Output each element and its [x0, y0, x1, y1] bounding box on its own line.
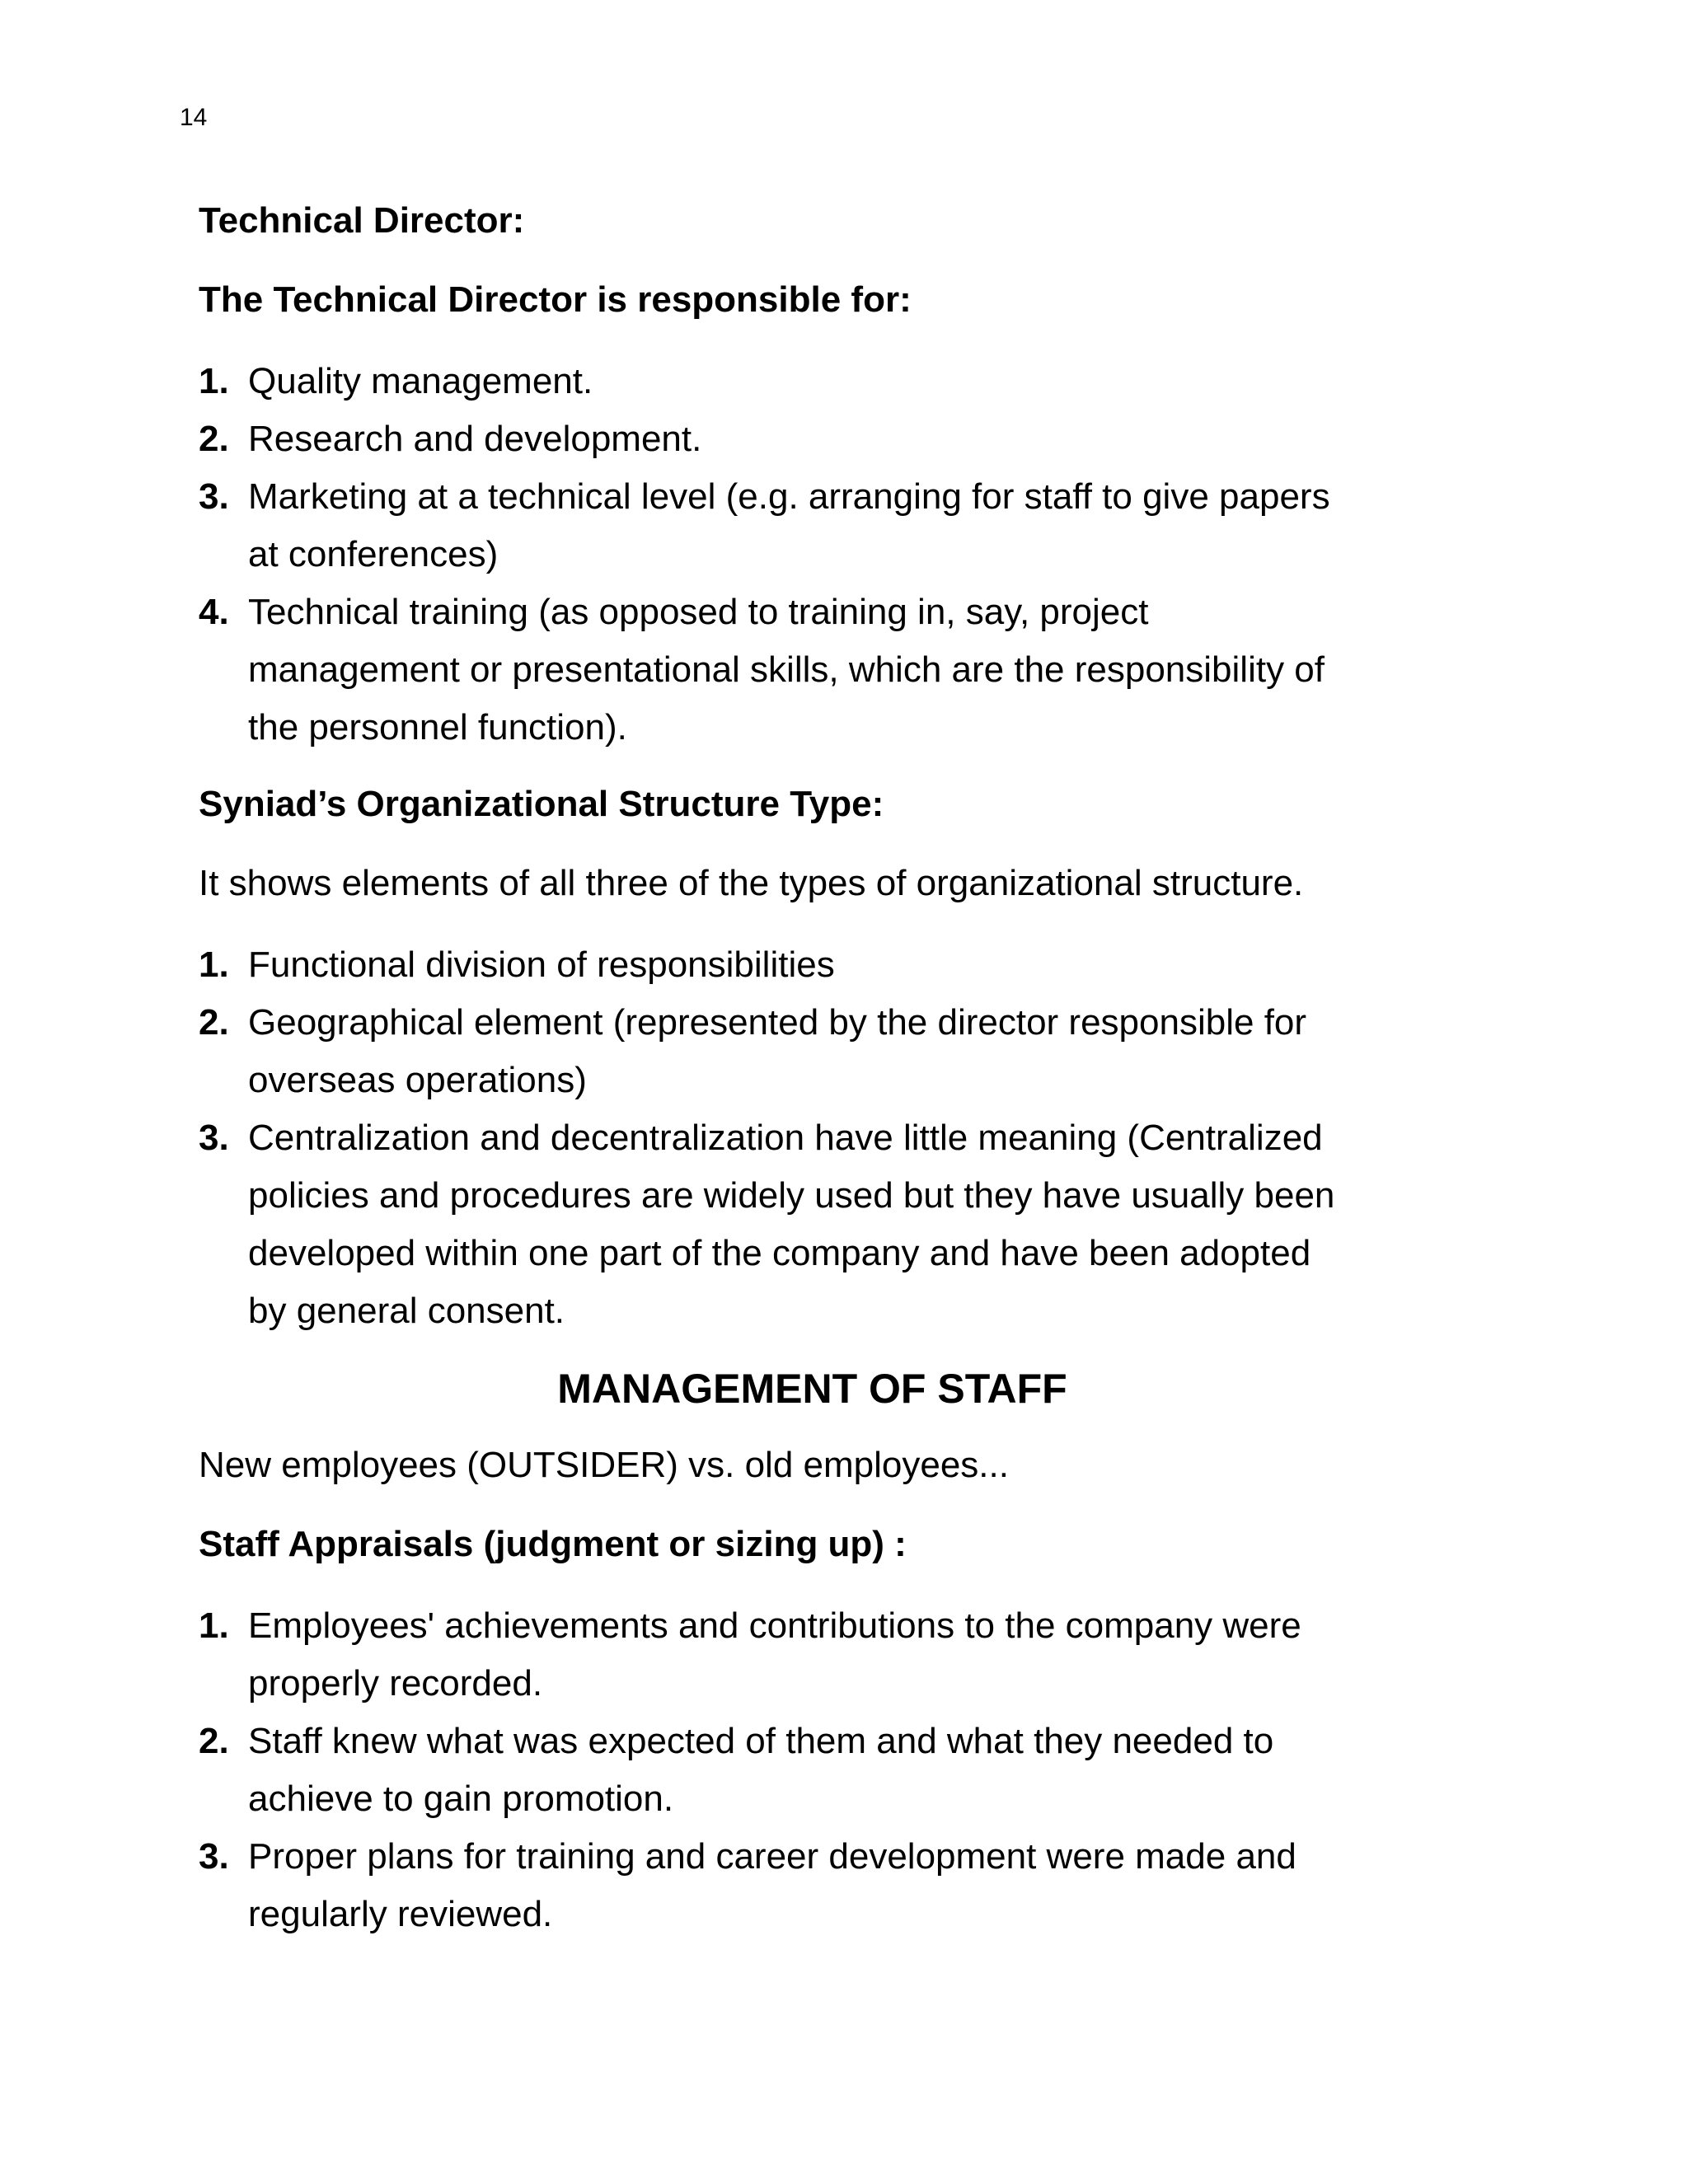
technical-director-list — [199, 353, 1484, 757]
management-intro: New employees (OUTSIDER) vs. old employees... — [199, 1445, 1009, 1485]
list-item — [199, 410, 1484, 468]
list-item — [199, 936, 1484, 994]
list-item — [199, 583, 1484, 757]
list-item-line: Employees' achievements and contributions to the company were — [248, 1605, 1301, 1646]
list-item-line: achieve to gain promotion. — [248, 1779, 674, 1819]
management-of-staff-title: MANAGEMENT OF STAFF — [557, 1366, 1067, 1412]
list-item-number: 1. — [199, 361, 229, 401]
list-item-text: Research and development. — [248, 419, 702, 459]
list-item — [199, 468, 1484, 583]
list-item-number: 3. — [199, 476, 229, 517]
list-item-line: policies and procedures are widely used but they have usually been — [248, 1175, 1335, 1216]
list-item-number: 1. — [199, 1605, 229, 1646]
list-item-number: 2. — [199, 1002, 229, 1043]
list-item-line: Staff knew what was expected of them and what they needed to — [248, 1721, 1274, 1761]
list-item — [199, 994, 1484, 1109]
list-item-line: Proper plans for training and career development were made and — [248, 1836, 1296, 1877]
list-item-number: 2. — [199, 1721, 229, 1761]
technical-director-heading: Technical Director: — [199, 200, 525, 241]
list-item-line: Centralization and decentralization have little meaning (Centralized — [248, 1118, 1323, 1158]
technical-director-subheading: The Technical Director is responsible for: — [199, 279, 912, 320]
list-item — [199, 1713, 1484, 1828]
list-item-line: Marketing at a technical level (e.g. arranging for staff to give papers — [248, 476, 1330, 517]
staff-appraisals-list — [199, 1597, 1484, 1943]
list-item-number: 3. — [199, 1836, 229, 1877]
structure-type-heading: Syniad’s Organizational Structure Type: — [199, 784, 884, 824]
list-item-line: at conferences) — [248, 534, 499, 574]
list-item — [199, 1597, 1484, 1713]
list-item-number: 1. — [199, 944, 229, 985]
list-item-text: Quality management. — [248, 361, 593, 401]
list-item-line: management or presentational skills, which are the responsibility of — [248, 649, 1325, 690]
list-item-line: properly recorded. — [248, 1663, 543, 1704]
list-item-number: 4. — [199, 592, 229, 632]
list-item-line: the personnel function). — [248, 707, 627, 748]
list-item-line: regularly reviewed. — [248, 1894, 553, 1934]
list-item-number: 3. — [199, 1118, 229, 1158]
page-content — [199, 196, 1484, 1943]
list-item-line: overseas operations) — [248, 1060, 587, 1100]
list-item — [199, 1109, 1484, 1340]
structure-type-intro: It shows elements of all three of the types of organizational structure. — [199, 863, 1304, 903]
structure-type-list — [199, 936, 1484, 1340]
page-number: 14 — [180, 104, 208, 131]
staff-appraisals-heading: Staff Appraisals (judgment or sizing up) : — [199, 1524, 907, 1564]
list-item — [199, 1828, 1484, 1943]
list-item-line: Technical training (as opposed to training in, say, project — [248, 592, 1149, 632]
list-item-line: developed within one part of the company and have been adopted — [248, 1233, 1311, 1273]
list-item-number: 2. — [199, 419, 229, 459]
list-item-text: Functional division of responsibilities — [248, 944, 835, 985]
list-item-line: by general consent. — [248, 1291, 565, 1331]
list-item-line: Geographical element (represented by the director responsible for — [248, 1002, 1307, 1043]
list-item — [199, 353, 1484, 410]
